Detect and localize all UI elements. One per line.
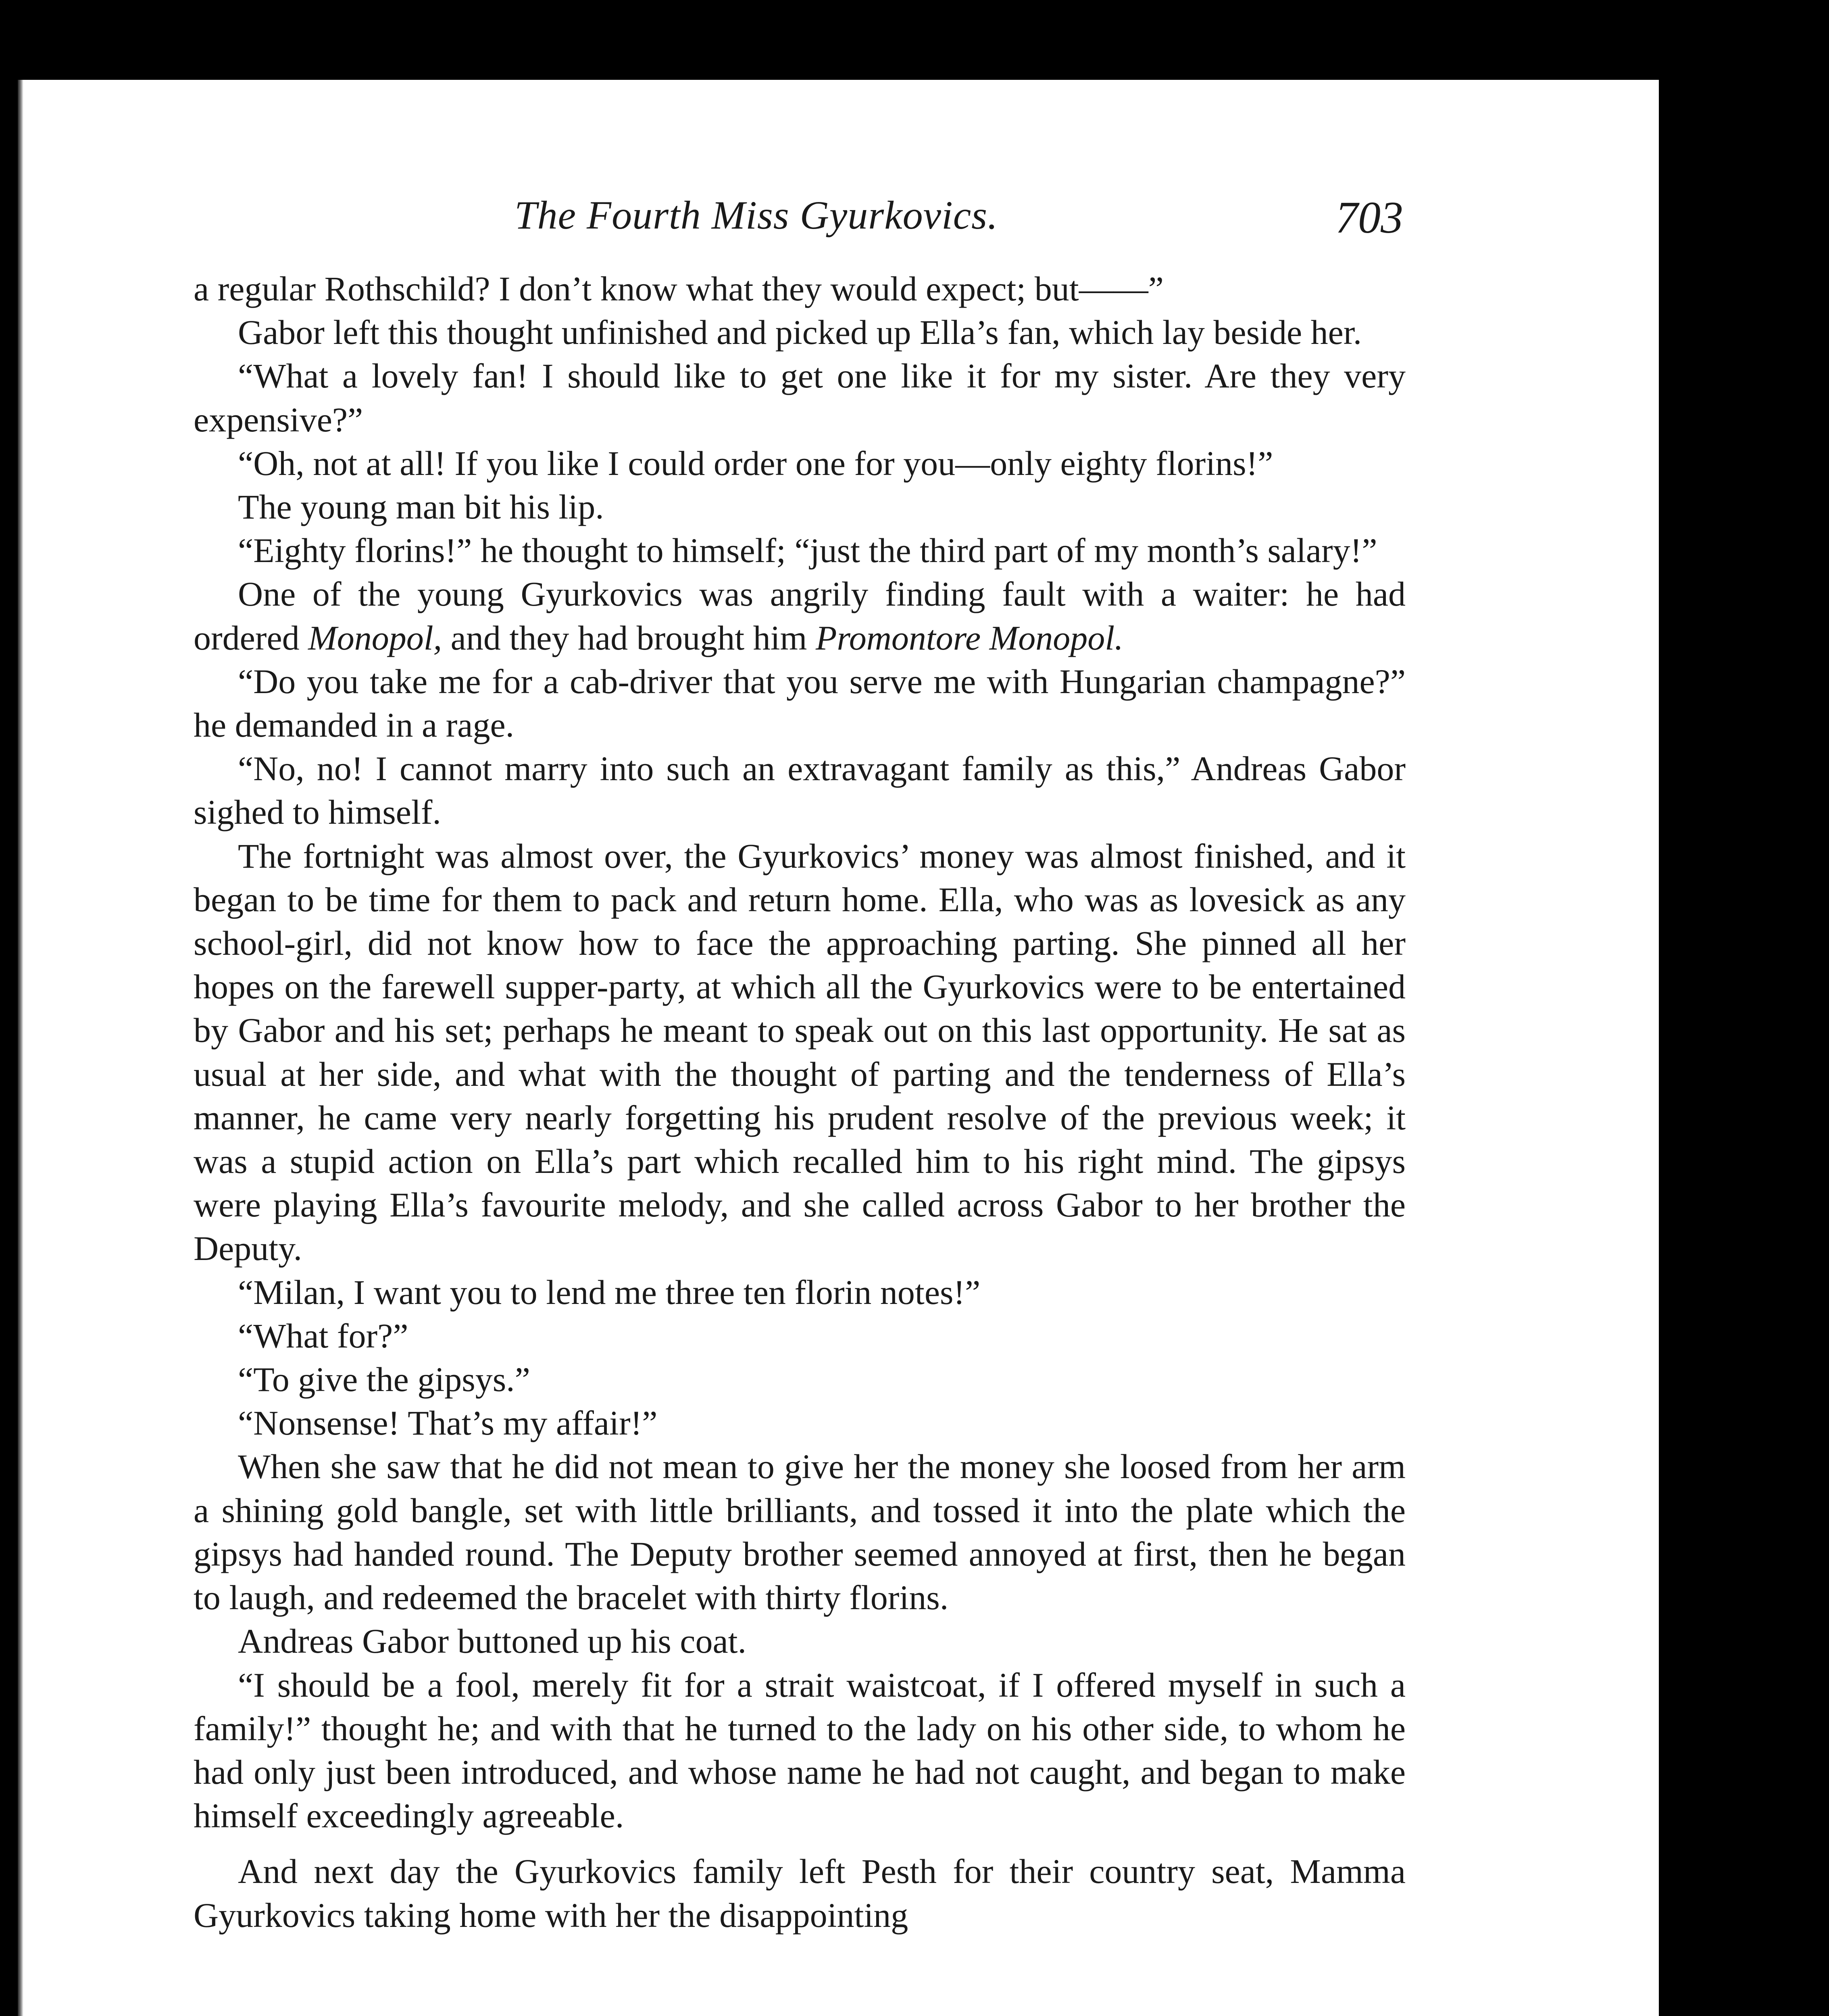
- paragraph: “What a lovely fan! I should like to get one like it for my sister. Are they very expensive?”: [194, 356, 1406, 439]
- paragraph: The young man bit his lip.: [238, 487, 604, 527]
- running-title: The Fourth Miss Gyurkovics.: [515, 193, 998, 237]
- paragraph-text: and they had brought him: [442, 618, 816, 657]
- paragraph-text: One of the young Gyurkovics was angrily finding fault with a waiter: he had ordered: [194, 575, 1406, 657]
- paragraph: “Eighty florins!” he thought to himself; “just the third part of my month’s salary!”: [238, 531, 1377, 570]
- paragraph: “Nonsense! That’s my affair!”: [238, 1404, 658, 1443]
- italic-wine-name: Monopol,: [308, 618, 442, 657]
- paragraph: “I should be a fool, merely fit for a strait waistcoat, if I offered myself in such a family!” thought he; and with that he turned to the lady on his other side, to whom he had only just been introduced, and whose name he had not caught, and began to make himself exceedingly agreeable.: [194, 1665, 1406, 1835]
- paragraph: “What for?”: [238, 1316, 408, 1355]
- body-text: [194, 267, 1406, 1937]
- paragraph-with-italics: [194, 572, 1406, 659]
- paragraph: “No, no! I cannot marry into such an extravagant family as this,” Andreas Gabor sighed to himself.: [194, 749, 1406, 832]
- paragraph: “Milan, I want you to lend me three ten florin notes!”: [238, 1272, 981, 1312]
- paragraph: And next day the Gyurkovics family left Pesth for their country seat, Mamma Gyurkovics taking home with her the disappointing: [194, 1852, 1406, 1935]
- page-edge: [18, 80, 23, 2016]
- page-number: 703: [1335, 193, 1403, 243]
- paragraph: When she saw that he did not mean to give her the money she loosed from her arm a shining gold bangle, set with little brilliants, and tossed it into the plate which the gipsys had handed round. The Deputy brother seemed annoyed at first, then he began to laugh, and redeemed the bracelet with thirty florins.: [194, 1447, 1406, 1617]
- paragraph: a regular Rothschild? I don’t know what they would expect; but——”: [194, 269, 1164, 308]
- paragraph: “To give the gipsys.”: [238, 1360, 530, 1399]
- page-header: [196, 192, 1403, 248]
- paragraph: “Do you take me for a cab-driver that you serve me with Hungarian champagne?” he demanded in a rage.: [194, 662, 1406, 745]
- paragraph: “Oh, not at all! If you like I could order one for you—only eighty florins!”: [238, 444, 1273, 483]
- italic-wine-name: Promontore Monopol.: [815, 618, 1123, 657]
- paragraph: Gabor left this thought unfinished and picked up Ella’s fan, which lay beside her.: [238, 313, 1362, 352]
- paragraph: The fortnight was almost over, the Gyurkovics’ money was almost finished, and it began to be time for them to pack and return home. Ella, who was as lovesick as any school-girl, did not know how to face the approaching parting. She pinned all her hopes on the farewell supper-party, at which all the Gyurkovics were to be entertained by Gabor and his set; perhaps he meant to speak out on this last opportunity. He sat as usual at her side, and what with the thought of parting and the tenderness of Ella’s manner, he came very nearly forgetting his prudent resolve of the previous week; it was a stupid action on Ella’s part which recalled him to his right mind. The gipsys were playing Ella’s favourite melody, and she called across Gabor to her brother the Deputy.: [194, 836, 1406, 1268]
- paragraph: Andreas Gabor buttoned up his coat.: [238, 1622, 747, 1661]
